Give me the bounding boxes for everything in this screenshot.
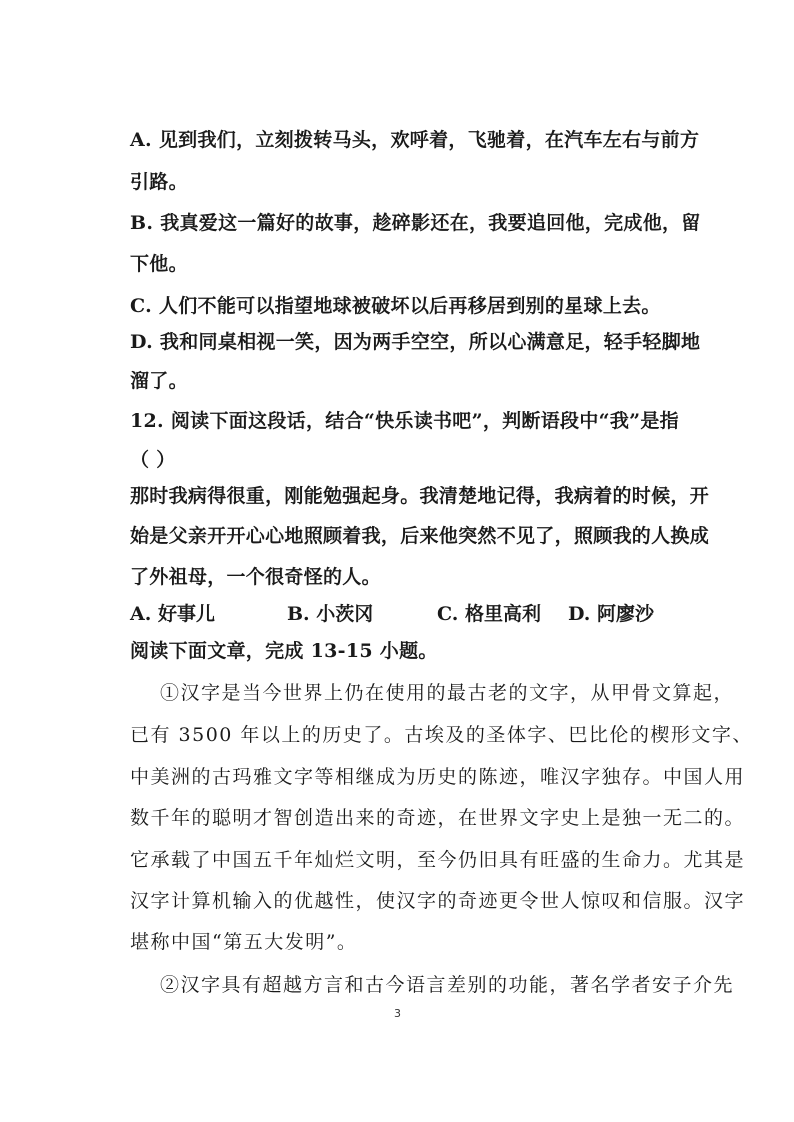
question-12-option-d: D. 阿廖沙: [568, 603, 655, 625]
option-a-line-1: A. 见到我们，立刻拨转马头，欢呼着，飞驰着，在汽车左右与前方: [130, 129, 700, 151]
question-12-quote-line-1: 那时我病得很重，刚能勉强起身。我清楚地记得，我病着的时候，开: [130, 485, 710, 507]
question-12-option-a: A. 好事儿: [130, 603, 215, 625]
reading-instruction: 阅读下面文章，完成 13-15 小题。: [130, 640, 438, 662]
option-c-line-1: C. 人们不能可以指望地球被破坏以后再移居到别的星球上去。: [130, 295, 661, 317]
option-a-line-2: 引路。: [130, 171, 188, 193]
option-b-line-2: 下他。: [130, 253, 188, 275]
page-number: 3: [394, 1007, 401, 1020]
passage-p1-line-6: 汉字计算机输入的优越性，使汉字的奇迹更令世人惊叹和信服。汉字: [130, 890, 746, 912]
passage-p1-line-2: 已有 3500 年以上的历史了。古埃及的圣体字、巴比伦的楔形文字、: [130, 724, 753, 746]
passage-p1-line-1: ①汉字是当今世界上仍在使用的最古老的文字，从甲骨文算起，: [160, 682, 735, 704]
question-12-stem-line-2: （ ）: [130, 449, 176, 471]
passage-p1-line-4: 数千年的聪明才智创造出来的奇迹，在世界文字史上是独一无二的。: [130, 807, 746, 829]
question-12-quote-line-3: 了外祖母，一个很奇怪的人。: [130, 566, 381, 588]
question-12-option-c: C. 格里高利: [437, 603, 542, 625]
passage-p1-line-3: 中美洲的古玛雅文字等相继成为历史的陈迹，唯汉字独存。中国人用: [130, 766, 746, 788]
passage-p2-line-1: ②汉字具有超越方言和古今语言差别的功能，著名学者安子介先: [160, 974, 735, 996]
option-d-line-1: D. 我和同桌相视一笑，因为两手空空，所以心满意足，轻手轻脚地: [130, 331, 701, 353]
question-12-quote-line-2: 始是父亲开开心心地照顾着我，后来他突然不见了，照顾我的人换成: [130, 525, 710, 547]
option-d-line-2: 溜了。: [130, 370, 188, 392]
option-b-line-1: B. 我真爱这一篇好的故事，趁碎影还在，我要追回他，完成他，留: [130, 212, 701, 234]
passage-p1-line-5: 它承载了中国五千年灿烂文明，至今仍旧具有旺盛的生命力。尤其是: [130, 849, 746, 871]
passage-p1-line-7: 堪称中国“第五大发明”。: [130, 931, 358, 953]
question-12-stem-line-1: 12. 阅读下面这段话，结合“快乐读书吧”，判断语段中“我”是指: [130, 410, 679, 432]
question-12-option-b: B. 小茨冈: [287, 603, 374, 625]
